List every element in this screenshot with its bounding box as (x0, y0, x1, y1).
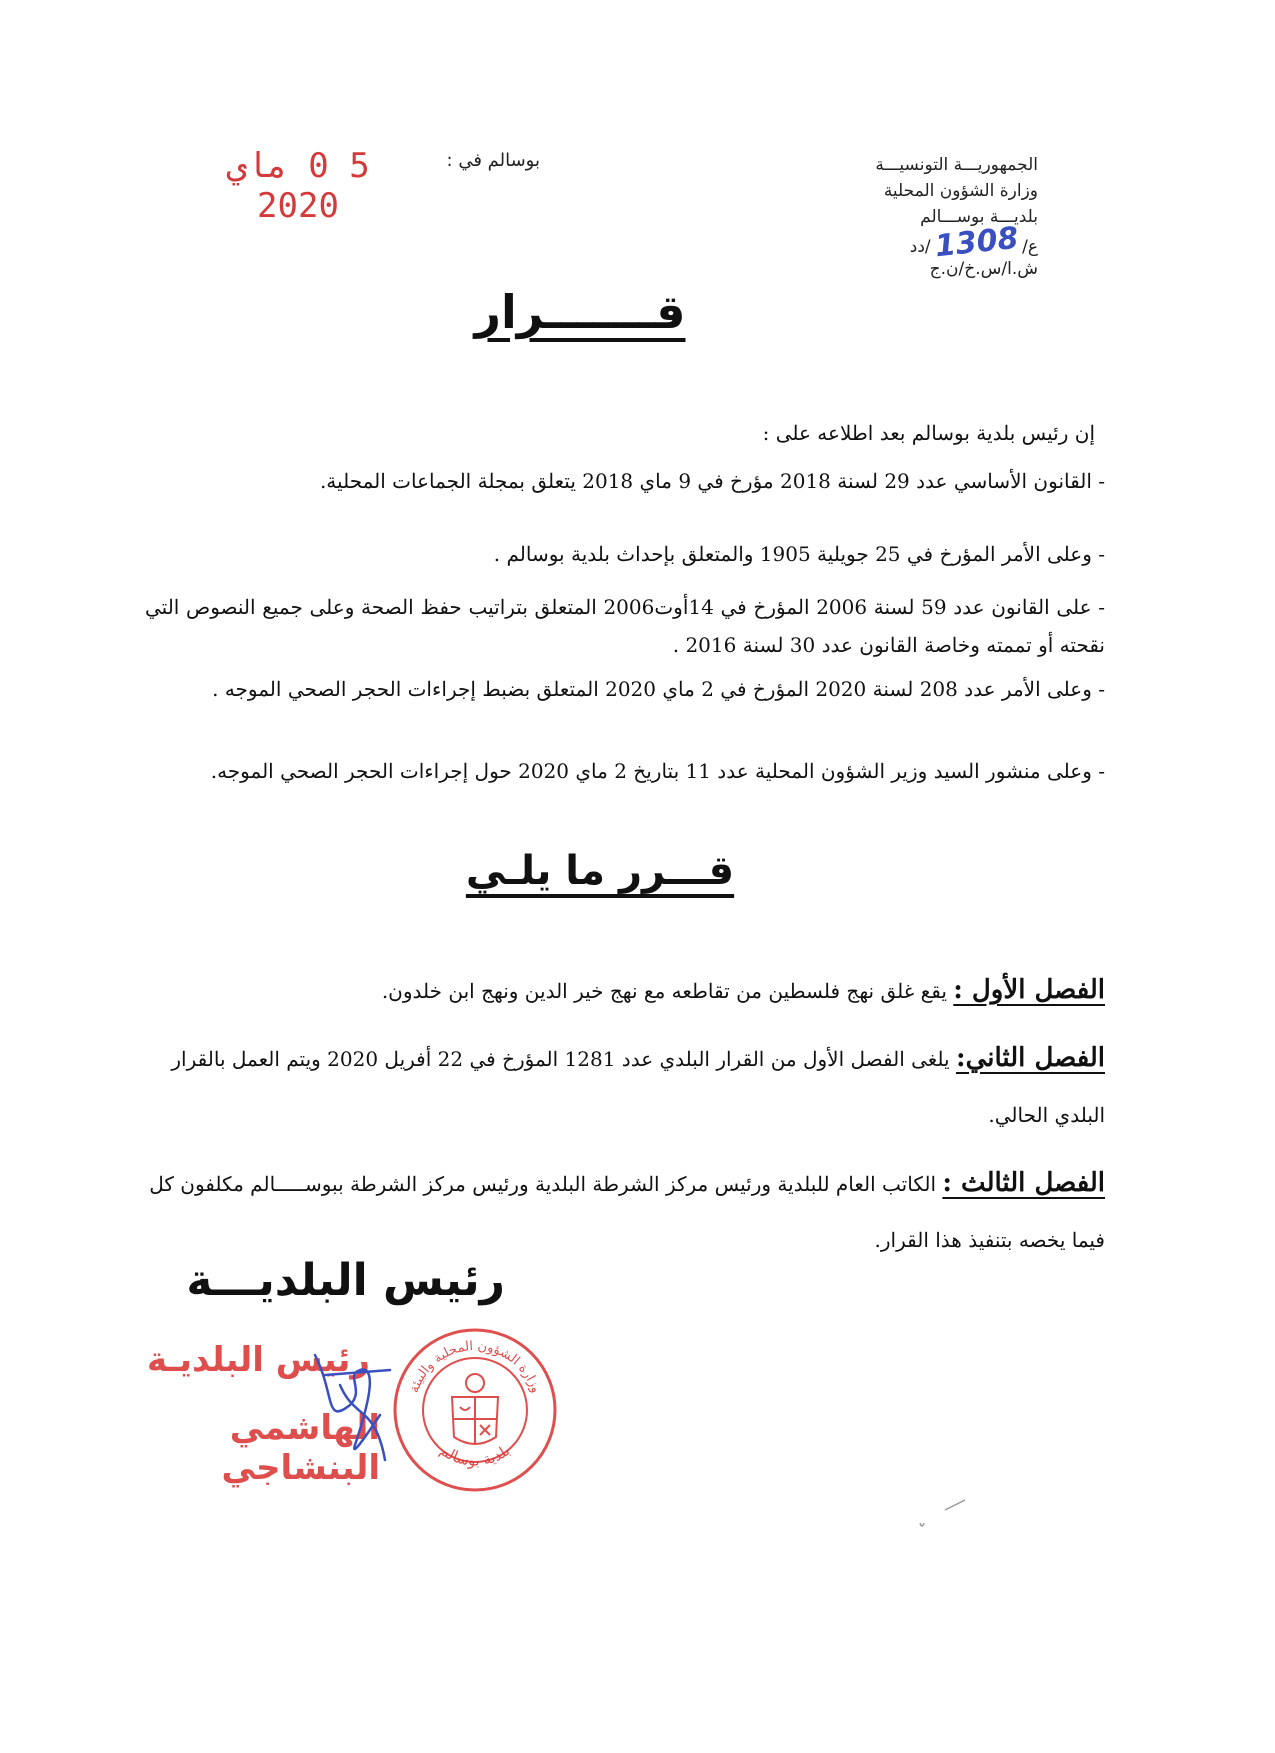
municipal-seal (390, 1325, 560, 1495)
preamble-intro: إن رئيس بلدية بوسالم بعد اطلاعه على : (762, 421, 1095, 445)
letterhead (758, 152, 1038, 282)
article-3 (145, 1155, 1105, 1268)
decision-title: قـــرر ما يلـي (465, 848, 735, 894)
tunisia-emblem-icon (452, 1374, 498, 1445)
svg-text:بلدية بوسالم (437, 1441, 514, 1469)
preamble-item: - القانون الأساسي عدد 29 لسنة 2018 مؤرخ في 9 ماي 2018 يتعلق بمجلة الجماعات المحلية. (319, 469, 1105, 493)
article-label: الفصل الثالث : (942, 1168, 1105, 1198)
seal-bottom-text: بلدية بوسالم (436, 1441, 514, 1470)
article-text: يقع غلق نهج فلسطين من تقاطعه مع نهج خير الدين ونهج ابن خلدون. (381, 979, 947, 1003)
article-label: الفصل الأول : (953, 975, 1105, 1005)
reference-suffix: /دد (909, 237, 931, 257)
name-stamp-line-1: رئيس البلديـة (147, 1340, 370, 1380)
republic-name: الجمهوريـــة التونسيـــة (875, 155, 1038, 175)
decree-title: قـــــــرار (474, 285, 686, 339)
preamble-item: - على القانون عدد 59 لسنة 2006 المؤرخ في 14أوت2006 المتعلق بتراتيب حفظ الصحة وعلى جميع النصوص التي نقحته أو تممته وخاصة القانون عدد 30 لسنة 2016 . (145, 595, 1106, 657)
signature-title: رئيس البلديـــة (186, 1255, 505, 1306)
preamble-item: - وعلى منشور السيد وزير الشؤون المحلية عدد 11 بتاريخ 2 ماي 2020 حول إجراءات الحجر الصحي الموجه. (210, 759, 1105, 783)
municipality-name: بلديـــة بوســـالم (920, 207, 1038, 227)
article-1 (145, 962, 1105, 1019)
article-text: يلغى الفصل الأول من القرار البلدي عدد 1281 المؤرخ في 22 أفريل 2020 ويتم العمل بالقرار البلدي الحالي. (171, 1047, 1105, 1127)
preamble-item: - وعلى الأمر عدد 208 لسنة 2020 المؤرخ في 2 ماي 2020 المتعلق بضبط إجراءات الحجر الصحي الموجه . (212, 677, 1105, 701)
article-text: الكاتب العام للبلدية ورئيس مركز الشرطة البلدية ورئيس مركز الشرطة ببوســـــالم مكلفون كل فيما يخصه بتنفيذ هذا القرار. (149, 1172, 1105, 1252)
article-2 (145, 1030, 1105, 1143)
name-stamp-line-2: الهاشمي البنشاجي (221, 1408, 380, 1488)
place-label: بوسالم في : (446, 150, 540, 171)
seal-outer-text: وزارة الشؤون المحلية والبيئة (406, 1338, 544, 1395)
article-label: الفصل الثاني: (955, 1043, 1105, 1073)
date-stamp: 5 0 ماي 2020 (226, 146, 370, 226)
reference-number: 1308 (932, 220, 1020, 265)
preamble-item: - وعلى الأمر المؤرخ في 25 جويلية 1905 والمتعلق بإحداث بلدية بوسالم . (493, 542, 1105, 566)
stray-pen-mark (905, 1495, 975, 1535)
ministry-name: وزارة الشؤون المحلية (883, 181, 1038, 201)
department-code: ش.ا/س.خ/ن.ج (929, 259, 1038, 279)
reference-prefix: ع/ (1022, 237, 1038, 257)
handwritten-signature (295, 1335, 405, 1475)
reference-line (758, 220, 1038, 265)
